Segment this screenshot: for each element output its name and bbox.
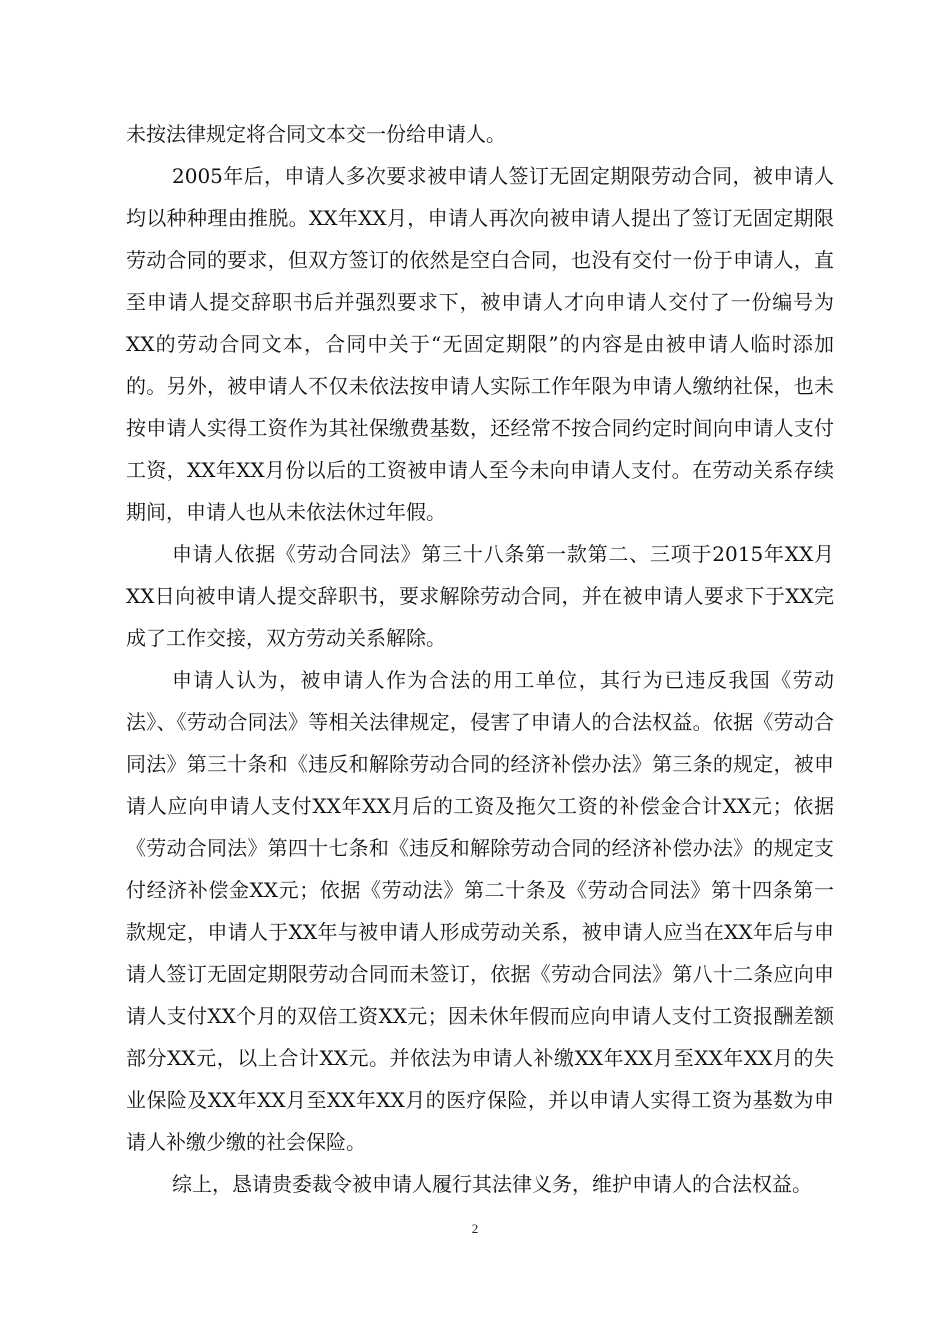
paragraph-conclusion: 综上，恳请贵委裁令被申请人履行其法律义务，维护申请人的合法权益。 [172,1172,812,1196]
page-number: 2 [471,1221,479,1236]
paragraph-claims: 申请人认为，被申请人作为合法的用工单位，其行为已违反我国《劳动法》、《劳动合同法》等相关法律规定，侵害了申请人的合法权益。依据《劳动合同法》第三十条和《违反和解除劳动合同的经济补偿办法》第三条的规定，被申请人应向申请人支付XX年XX月后的工资及拖欠工资的补偿金合计XX元；依据《劳动合同法》第四十七条和《违反和解除劳动合同的经济补偿办法》的规定支付经济补偿金XX元；依据《劳动法》第二十条及《劳动合同法》第十四条第一款规定，申请人于XX年与被申请人形成劳动关系，被申请人应当在XX年后与申请人签订无固定期限劳动合同而未签订，依据《劳动合同法》第八十二条应向申请人支付XX个月的双倍工资XX元；因未休年假而应向申请人支付工资报酬差额部分XX元，以上合计XX元。并依法为申请人补缴XX年XX月至XX年XX月的失业保险及XX年XX月至XX年XX月的医疗保险，并以申请人实得工资为基数为申请人补缴少缴的社会保险。 [126,668,834,1154]
document-body [126,113,834,1205]
paragraph-resignation: 申请人依据《劳动合同法》第三十八条第一款第二、三项于2015年XX月XX日向被申请人提交辞职书，要求解除劳动合同，并在被申请人要求下于XX完成了工作交接，双方劳动关系解除。 [126,542,834,650]
paragraph-contract-history: 2005年后，申请人多次要求被申请人签订无固定期限劳动合同，被申请人均以种种理由推脱。XX年XX月，申请人再次向被申请人提出了签订无固定期限劳动合同的要求，但双方签订的依然是空白合同，也没有交付一份于申请人，直至申请人提交辞职书后并强烈要求下，被申请人才向申请人交付了一份编号为XX的劳动合同文本，合同中关于“无固定期限”的内容是由被申请人临时添加的。另外，被申请人不仅未依法按申请人实际工作年限为申请人缴纳社保，也未按申请人实得工资作为其社保缴费基数，还经常不按合同约定时间向申请人支付工资，XX年XX月份以后的工资被申请人至今未向申请人支付。在劳动关系存续期间，申请人也从未依法休过年假。 [126,164,834,524]
paragraph-continuation: 未按法律规定将合同文本交一份给申请人。 [126,122,506,146]
